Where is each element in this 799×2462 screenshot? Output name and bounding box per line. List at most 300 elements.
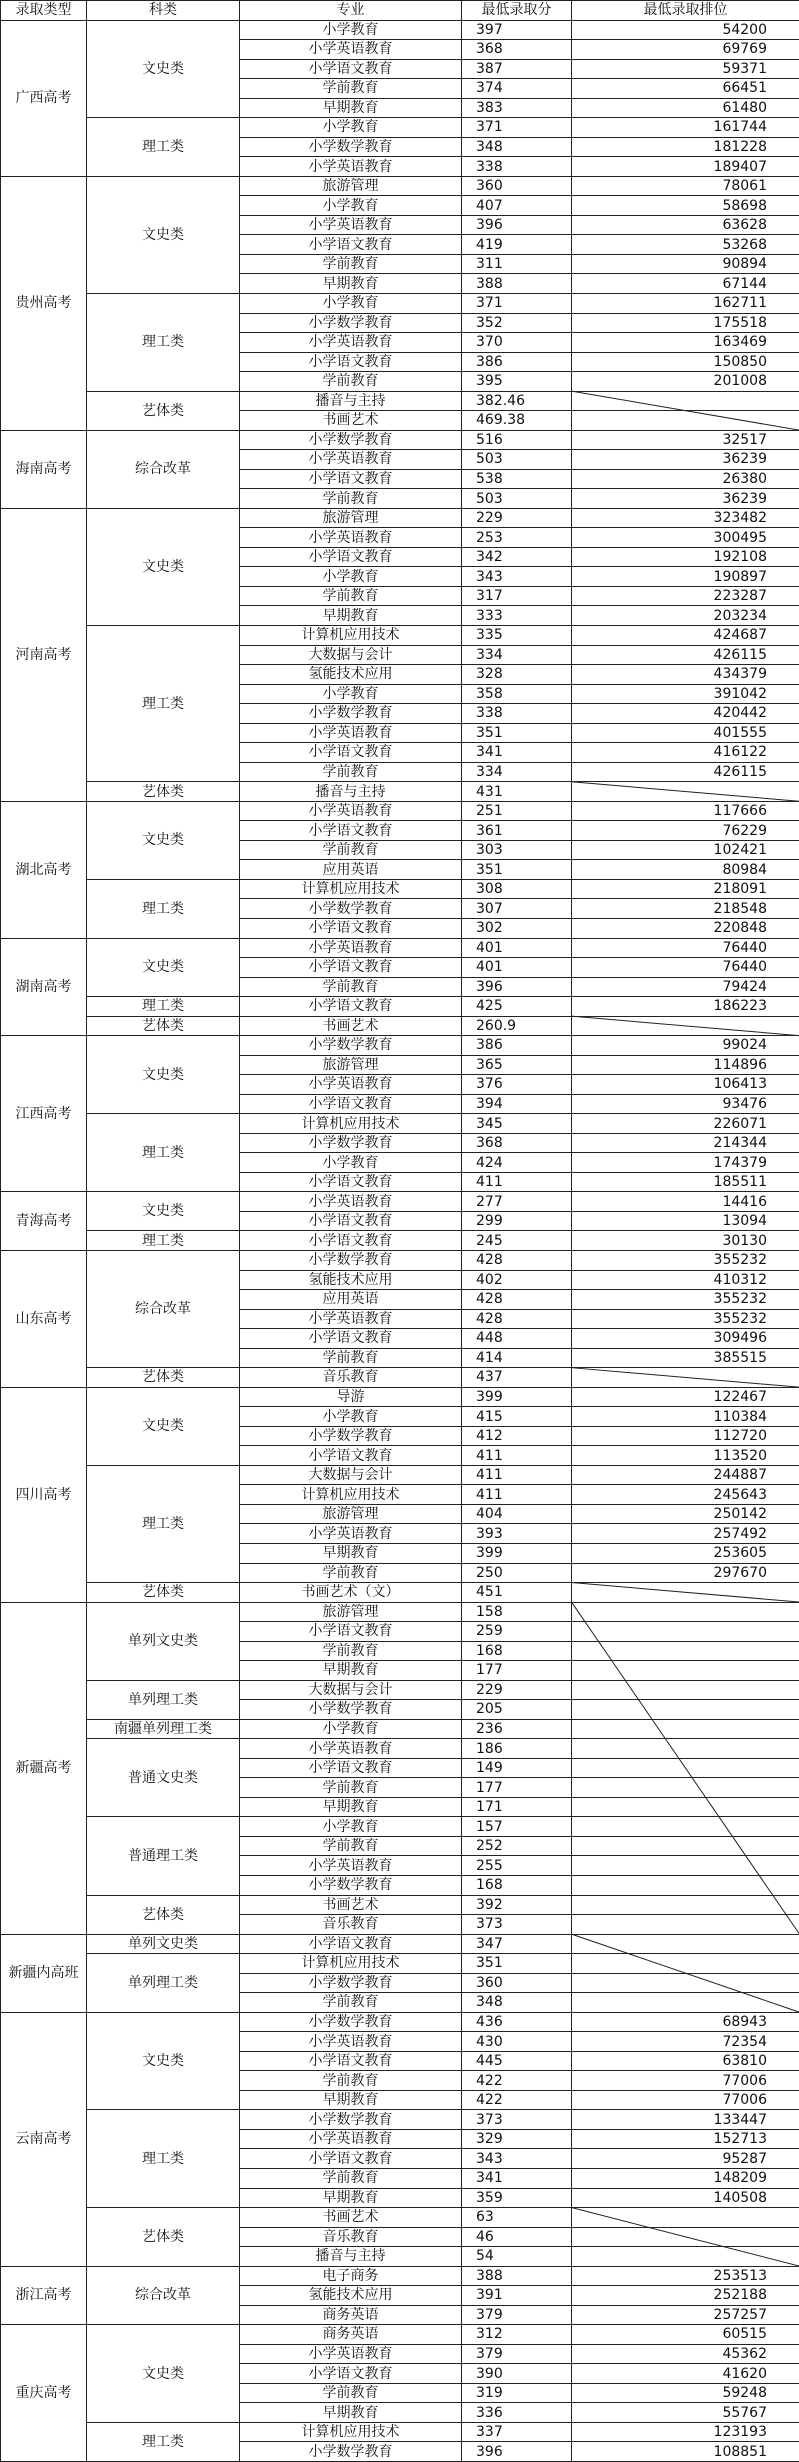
major-cell: 计算机应用技术 bbox=[240, 1954, 462, 1974]
min-rank-cell: 36239 bbox=[572, 489, 799, 509]
min-score-cell: 371 bbox=[462, 293, 572, 313]
min-score-cell: 338 bbox=[462, 157, 572, 177]
table-row bbox=[1, 997, 799, 1017]
major-cell: 商务英语 bbox=[240, 2305, 462, 2325]
major-cell: 早期教育 bbox=[240, 2403, 462, 2423]
major-cell: 小学英语教育 bbox=[240, 40, 462, 60]
min-rank-cell: 59248 bbox=[572, 2383, 799, 2403]
subject-category-cell: 文史类 bbox=[87, 1387, 240, 1465]
min-rank-cell: 68943 bbox=[572, 2012, 799, 2032]
min-rank-cell: 161744 bbox=[572, 118, 799, 138]
major-cell: 小学教育 bbox=[240, 1407, 462, 1427]
min-rank-cell: 214344 bbox=[572, 1133, 799, 1153]
min-rank-cell bbox=[572, 1973, 799, 1993]
min-rank-cell: 45362 bbox=[572, 2344, 799, 2364]
min-score-cell: 382.46 bbox=[462, 391, 572, 411]
min-rank-cell: 297670 bbox=[572, 1563, 799, 1583]
major-cell: 播音与主持 bbox=[240, 782, 462, 802]
table-row bbox=[1, 2266, 799, 2286]
major-cell: 小学数学教育 bbox=[240, 1700, 462, 1720]
min-score-cell: 422 bbox=[462, 2071, 572, 2091]
min-score-cell: 386 bbox=[462, 352, 572, 372]
min-rank-cell bbox=[572, 1602, 799, 1622]
table-row bbox=[1, 1251, 799, 1271]
subject-category-cell: 理工类 bbox=[87, 626, 240, 782]
min-rank-cell: 60515 bbox=[572, 2325, 799, 2345]
subject-category-cell: 艺体类 bbox=[87, 1368, 240, 1388]
min-rank-cell: 32517 bbox=[572, 430, 799, 450]
table-row bbox=[1, 20, 799, 40]
min-score-cell: 407 bbox=[462, 196, 572, 216]
min-score-cell: 341 bbox=[462, 743, 572, 763]
subject-category-cell: 文史类 bbox=[87, 1036, 240, 1114]
major-cell: 学前教育 bbox=[240, 977, 462, 997]
min-rank-cell: 114896 bbox=[572, 1055, 799, 1075]
major-cell: 小学数学教育 bbox=[240, 1876, 462, 1896]
major-cell: 小学教育 bbox=[240, 1719, 462, 1739]
min-rank-cell: 257257 bbox=[572, 2305, 799, 2325]
min-score-cell: 401 bbox=[462, 938, 572, 958]
min-score-cell: 319 bbox=[462, 2383, 572, 2403]
table-body bbox=[1, 20, 799, 2461]
min-score-cell: 337 bbox=[462, 2422, 572, 2442]
min-rank-cell: 391042 bbox=[572, 684, 799, 704]
min-score-cell: 334 bbox=[462, 645, 572, 665]
min-rank-cell: 36239 bbox=[572, 450, 799, 470]
min-score-cell: 335 bbox=[462, 626, 572, 646]
table-row bbox=[1, 1719, 799, 1739]
major-cell: 早期教育 bbox=[240, 606, 462, 626]
min-rank-cell bbox=[572, 1993, 799, 2013]
min-score-cell: 328 bbox=[462, 665, 572, 685]
min-rank-cell: 190897 bbox=[572, 567, 799, 587]
min-score-cell: 428 bbox=[462, 1290, 572, 1310]
major-cell: 小学教育 bbox=[240, 567, 462, 587]
subject-category-cell: 理工类 bbox=[87, 1114, 240, 1192]
min-score-cell: 411 bbox=[462, 1485, 572, 1505]
min-rank-cell: 26380 bbox=[572, 469, 799, 489]
admission-type-cell: 广西高考 bbox=[1, 20, 87, 176]
min-rank-cell: 244887 bbox=[572, 1465, 799, 1485]
min-rank-cell: 59371 bbox=[572, 59, 799, 79]
subject-category-cell: 理工类 bbox=[87, 1465, 240, 1582]
subject-category-cell: 文史类 bbox=[87, 508, 240, 625]
min-score-cell: 359 bbox=[462, 2188, 572, 2208]
min-rank-cell: 416122 bbox=[572, 743, 799, 763]
table-row bbox=[1, 1680, 799, 1700]
min-score-cell: 393 bbox=[462, 1524, 572, 1544]
major-cell: 音乐教育 bbox=[240, 1915, 462, 1935]
major-cell: 小学英语教育 bbox=[240, 528, 462, 548]
table-row bbox=[1, 801, 799, 821]
min-score-cell: 374 bbox=[462, 79, 572, 99]
major-cell: 小学教育 bbox=[240, 20, 462, 40]
min-rank-cell: 55767 bbox=[572, 2403, 799, 2423]
admission-type-cell: 四川高考 bbox=[1, 1387, 87, 1602]
major-cell: 大数据与会计 bbox=[240, 1465, 462, 1485]
min-rank-cell bbox=[572, 1661, 799, 1681]
min-rank-cell: 58698 bbox=[572, 196, 799, 216]
min-rank-cell: 77006 bbox=[572, 2090, 799, 2110]
major-cell: 小学英语教育 bbox=[240, 938, 462, 958]
min-score-cell: 347 bbox=[462, 1934, 572, 1954]
header-major: 专业 bbox=[240, 1, 462, 21]
major-cell: 旅游管理 bbox=[240, 176, 462, 196]
major-cell: 早期教育 bbox=[240, 1661, 462, 1681]
min-score-cell: 259 bbox=[462, 1622, 572, 1642]
major-cell: 小学教育 bbox=[240, 1153, 462, 1173]
major-cell: 小学英语教育 bbox=[240, 1309, 462, 1329]
min-rank-cell: 63810 bbox=[572, 2051, 799, 2071]
major-cell: 小学英语教育 bbox=[240, 1856, 462, 1876]
min-rank-cell: 78061 bbox=[572, 176, 799, 196]
major-cell: 导游 bbox=[240, 1387, 462, 1407]
min-rank-cell bbox=[572, 1876, 799, 1896]
subject-category-cell: 文史类 bbox=[87, 2325, 240, 2423]
min-rank-cell: 220848 bbox=[572, 918, 799, 938]
min-rank-cell: 385515 bbox=[572, 1348, 799, 1368]
min-score-cell: 368 bbox=[462, 1133, 572, 1153]
major-cell: 学前教育 bbox=[240, 254, 462, 274]
min-score-cell: 149 bbox=[462, 1758, 572, 1778]
min-rank-cell: 218548 bbox=[572, 899, 799, 919]
table-row bbox=[1, 1231, 799, 1251]
major-cell: 音乐教育 bbox=[240, 1368, 462, 1388]
min-rank-cell: 163469 bbox=[572, 333, 799, 353]
admission-type-cell: 重庆高考 bbox=[1, 2325, 87, 2462]
major-cell: 小学数学教育 bbox=[240, 2012, 462, 2032]
major-cell: 小学语文教育 bbox=[240, 2051, 462, 2071]
min-rank-cell: 201008 bbox=[572, 372, 799, 392]
admission-type-cell: 贵州高考 bbox=[1, 176, 87, 430]
major-cell: 计算机应用技术 bbox=[240, 879, 462, 899]
min-score-cell: 404 bbox=[462, 1504, 572, 1524]
major-cell: 学前教育 bbox=[240, 2071, 462, 2091]
min-rank-cell: 76440 bbox=[572, 958, 799, 978]
min-rank-cell: 218091 bbox=[572, 879, 799, 899]
subject-category-cell: 理工类 bbox=[87, 997, 240, 1017]
admission-type-cell: 湖北高考 bbox=[1, 801, 87, 938]
min-rank-cell bbox=[572, 782, 799, 802]
subject-category-cell: 单列文史类 bbox=[87, 1602, 240, 1680]
min-score-cell: 352 bbox=[462, 313, 572, 333]
min-score-cell: 428 bbox=[462, 1309, 572, 1329]
min-rank-cell: 108851 bbox=[572, 2442, 799, 2462]
min-rank-cell: 250142 bbox=[572, 1504, 799, 1524]
min-score-cell: 422 bbox=[462, 2090, 572, 2110]
min-score-cell: 333 bbox=[462, 606, 572, 626]
table-row bbox=[1, 391, 799, 411]
admission-type-cell: 浙江高考 bbox=[1, 2266, 87, 2325]
min-score-cell: 395 bbox=[462, 372, 572, 392]
min-score-cell: 351 bbox=[462, 1954, 572, 1974]
min-rank-cell bbox=[572, 1934, 799, 1954]
min-rank-cell: 79424 bbox=[572, 977, 799, 997]
min-rank-cell: 80984 bbox=[572, 860, 799, 880]
min-rank-cell: 192108 bbox=[572, 547, 799, 567]
min-score-cell: 342 bbox=[462, 547, 572, 567]
min-rank-cell bbox=[572, 1817, 799, 1837]
major-cell: 小学教育 bbox=[240, 118, 462, 138]
min-rank-cell: 63628 bbox=[572, 215, 799, 235]
major-cell: 小学语文教育 bbox=[240, 547, 462, 567]
min-score-cell: 448 bbox=[462, 1329, 572, 1349]
major-cell: 小学语文教育 bbox=[240, 918, 462, 938]
major-cell: 小学语文教育 bbox=[240, 1446, 462, 1466]
major-cell: 小学英语教育 bbox=[240, 215, 462, 235]
min-rank-cell bbox=[572, 1778, 799, 1798]
major-cell: 小学语文教育 bbox=[240, 1094, 462, 1114]
major-cell: 小学英语教育 bbox=[240, 1524, 462, 1544]
major-cell: 小学数学教育 bbox=[240, 1426, 462, 1446]
min-rank-cell: 152713 bbox=[572, 2129, 799, 2149]
min-rank-cell: 223287 bbox=[572, 586, 799, 606]
min-score-cell: 399 bbox=[462, 1543, 572, 1563]
major-cell: 小学数学教育 bbox=[240, 899, 462, 919]
admission-type-cell: 山东高考 bbox=[1, 1251, 87, 1388]
min-score-cell: 392 bbox=[462, 1895, 572, 1915]
major-cell: 计算机应用技术 bbox=[240, 626, 462, 646]
min-score-cell: 370 bbox=[462, 333, 572, 353]
min-rank-cell: 110384 bbox=[572, 1407, 799, 1427]
major-cell: 商务英语 bbox=[240, 2325, 462, 2345]
min-score-cell: 419 bbox=[462, 235, 572, 255]
major-cell: 旅游管理 bbox=[240, 508, 462, 528]
min-rank-cell: 410312 bbox=[572, 1270, 799, 1290]
min-score-cell: 358 bbox=[462, 684, 572, 704]
major-cell: 小学英语教育 bbox=[240, 1739, 462, 1759]
major-cell: 小学数学教育 bbox=[240, 1973, 462, 1993]
min-rank-cell bbox=[572, 1954, 799, 1974]
min-score-cell: 411 bbox=[462, 1465, 572, 1485]
min-rank-cell: 61480 bbox=[572, 98, 799, 118]
min-rank-cell: 72354 bbox=[572, 2032, 799, 2052]
min-score-cell: 431 bbox=[462, 782, 572, 802]
min-rank-cell: 133447 bbox=[572, 2110, 799, 2130]
major-cell: 小学英语教育 bbox=[240, 2129, 462, 2149]
min-score-cell: 412 bbox=[462, 1426, 572, 1446]
major-cell: 小学语文教育 bbox=[240, 2364, 462, 2384]
major-cell: 小学语文教育 bbox=[240, 821, 462, 841]
admission-type-cell: 云南高考 bbox=[1, 2012, 87, 2266]
subject-category-cell: 综合改革 bbox=[87, 430, 240, 508]
min-rank-cell: 185511 bbox=[572, 1172, 799, 1192]
admission-type-cell: 江西高考 bbox=[1, 1036, 87, 1192]
table-row bbox=[1, 1934, 799, 1954]
major-cell: 小学语文教育 bbox=[240, 958, 462, 978]
min-rank-cell: 426115 bbox=[572, 645, 799, 665]
min-score-cell: 360 bbox=[462, 176, 572, 196]
min-rank-cell bbox=[572, 1700, 799, 1720]
min-score-cell: 302 bbox=[462, 918, 572, 938]
major-cell: 电子商务 bbox=[240, 2266, 462, 2286]
min-rank-cell bbox=[572, 1680, 799, 1700]
admission-type-cell: 新疆内高班 bbox=[1, 1934, 87, 2012]
min-score-cell: 365 bbox=[462, 1055, 572, 1075]
min-rank-cell: 253605 bbox=[572, 1543, 799, 1563]
min-rank-cell: 77006 bbox=[572, 2071, 799, 2091]
min-rank-cell: 99024 bbox=[572, 1036, 799, 1056]
subject-category-cell: 艺体类 bbox=[87, 1583, 240, 1603]
min-score-cell: 351 bbox=[462, 860, 572, 880]
min-score-cell: 388 bbox=[462, 274, 572, 294]
subject-category-cell: 普通理工类 bbox=[87, 1817, 240, 1895]
major-cell: 书画艺术 bbox=[240, 2208, 462, 2228]
major-cell: 小学语文教育 bbox=[240, 1758, 462, 1778]
major-cell: 小学语文教育 bbox=[240, 235, 462, 255]
min-score-cell: 157 bbox=[462, 1817, 572, 1837]
min-rank-cell bbox=[572, 1641, 799, 1661]
table-row bbox=[1, 508, 799, 528]
min-score-cell: 503 bbox=[462, 450, 572, 470]
admission-type-cell: 湖南高考 bbox=[1, 938, 87, 1036]
major-cell: 小学数学教育 bbox=[240, 430, 462, 450]
min-rank-cell: 67144 bbox=[572, 274, 799, 294]
major-cell: 学前教育 bbox=[240, 372, 462, 392]
min-score-cell: 245 bbox=[462, 1231, 572, 1251]
min-score-cell: 383 bbox=[462, 98, 572, 118]
major-cell: 学前教育 bbox=[240, 79, 462, 99]
header-row bbox=[1, 1, 799, 21]
min-score-cell: 171 bbox=[462, 1797, 572, 1817]
min-rank-cell: 14416 bbox=[572, 1192, 799, 1212]
min-score-cell: 252 bbox=[462, 1836, 572, 1856]
major-cell: 旅游管理 bbox=[240, 1504, 462, 1524]
major-cell: 计算机应用技术 bbox=[240, 1485, 462, 1505]
admission-type-cell: 河南高考 bbox=[1, 508, 87, 801]
min-rank-cell: 186223 bbox=[572, 997, 799, 1017]
table-row bbox=[1, 938, 799, 958]
subject-category-cell: 理工类 bbox=[87, 2422, 240, 2461]
table-row bbox=[1, 782, 799, 802]
subject-category-cell: 理工类 bbox=[87, 118, 240, 177]
major-cell: 学前教育 bbox=[240, 2168, 462, 2188]
major-cell: 应用英语 bbox=[240, 1290, 462, 1310]
min-score-cell: 445 bbox=[462, 2051, 572, 2071]
subject-category-cell: 单列文史类 bbox=[87, 1934, 240, 1954]
min-rank-cell: 189407 bbox=[572, 157, 799, 177]
table-row bbox=[1, 1817, 799, 1837]
major-cell: 书画艺术 bbox=[240, 411, 462, 431]
min-rank-cell bbox=[572, 1016, 799, 1036]
min-score-cell: 436 bbox=[462, 2012, 572, 2032]
min-score-cell: 253 bbox=[462, 528, 572, 548]
table-row bbox=[1, 1895, 799, 1915]
min-score-cell: 430 bbox=[462, 2032, 572, 2052]
min-score-cell: 343 bbox=[462, 567, 572, 587]
major-cell: 早期教育 bbox=[240, 2090, 462, 2110]
major-cell: 学前教育 bbox=[240, 586, 462, 606]
min-rank-cell: 13094 bbox=[572, 1211, 799, 1231]
major-cell: 学前教育 bbox=[240, 1348, 462, 1368]
min-score-cell: 336 bbox=[462, 2403, 572, 2423]
major-cell: 小学数学教育 bbox=[240, 2442, 462, 2462]
min-score-cell: 250 bbox=[462, 1563, 572, 1583]
min-score-cell: 158 bbox=[462, 1602, 572, 1622]
major-cell: 小学英语教育 bbox=[240, 723, 462, 743]
table-row bbox=[1, 118, 799, 138]
min-score-cell: 186 bbox=[462, 1739, 572, 1759]
min-score-cell: 343 bbox=[462, 2149, 572, 2169]
major-cell: 大数据与会计 bbox=[240, 645, 462, 665]
min-score-cell: 277 bbox=[462, 1192, 572, 1212]
major-cell: 早期教育 bbox=[240, 274, 462, 294]
min-score-cell: 345 bbox=[462, 1114, 572, 1134]
min-score-cell: 387 bbox=[462, 59, 572, 79]
min-rank-cell: 53268 bbox=[572, 235, 799, 255]
min-rank-cell: 93476 bbox=[572, 1094, 799, 1114]
min-score-cell: 168 bbox=[462, 1876, 572, 1896]
min-rank-cell: 106413 bbox=[572, 1075, 799, 1095]
header-admission-type: 录取类型 bbox=[1, 1, 87, 21]
major-cell: 小学英语教育 bbox=[240, 333, 462, 353]
min-score-cell: 177 bbox=[462, 1661, 572, 1681]
min-score-cell: 348 bbox=[462, 137, 572, 157]
min-rank-cell: 401555 bbox=[572, 723, 799, 743]
min-rank-cell: 69769 bbox=[572, 40, 799, 60]
major-cell: 小学语文教育 bbox=[240, 1622, 462, 1642]
min-score-cell: 373 bbox=[462, 1915, 572, 1935]
major-cell: 小学语文教育 bbox=[240, 997, 462, 1017]
min-rank-cell: 102421 bbox=[572, 840, 799, 860]
min-rank-cell bbox=[572, 1583, 799, 1603]
major-cell: 小学英语教育 bbox=[240, 801, 462, 821]
subject-category-cell: 文史类 bbox=[87, 2012, 240, 2110]
subject-category-cell: 艺体类 bbox=[87, 2208, 240, 2267]
min-rank-cell: 41620 bbox=[572, 2364, 799, 2384]
subject-category-cell: 综合改革 bbox=[87, 1251, 240, 1368]
min-score-cell: 424 bbox=[462, 1153, 572, 1173]
min-score-cell: 351 bbox=[462, 723, 572, 743]
min-rank-cell: 54200 bbox=[572, 20, 799, 40]
major-cell: 小学英语教育 bbox=[240, 2344, 462, 2364]
major-cell: 早期教育 bbox=[240, 98, 462, 118]
major-cell: 学前教育 bbox=[240, 1836, 462, 1856]
min-rank-cell bbox=[572, 2208, 799, 2228]
min-score-cell: 516 bbox=[462, 430, 572, 450]
major-cell: 小学语文教育 bbox=[240, 1329, 462, 1349]
min-score-cell: 299 bbox=[462, 1211, 572, 1231]
major-cell: 播音与主持 bbox=[240, 391, 462, 411]
major-cell: 计算机应用技术 bbox=[240, 1114, 462, 1134]
min-score-cell: 229 bbox=[462, 508, 572, 528]
min-rank-cell: 245643 bbox=[572, 1485, 799, 1505]
min-rank-cell: 252188 bbox=[572, 2286, 799, 2306]
major-cell: 播音与主持 bbox=[240, 2247, 462, 2267]
header-min-score: 最低录取分 bbox=[462, 1, 572, 21]
subject-category-cell: 综合改革 bbox=[87, 2266, 240, 2325]
table-row bbox=[1, 879, 799, 899]
major-cell: 旅游管理 bbox=[240, 1602, 462, 1622]
min-score-cell: 394 bbox=[462, 1094, 572, 1114]
table-row bbox=[1, 1739, 799, 1759]
subject-category-cell: 单列理工类 bbox=[87, 1680, 240, 1719]
min-rank-cell bbox=[572, 1719, 799, 1739]
min-score-cell: 469.38 bbox=[462, 411, 572, 431]
min-score-cell: 63 bbox=[462, 2208, 572, 2228]
min-rank-cell: 95287 bbox=[572, 2149, 799, 2169]
major-cell: 小学英语教育 bbox=[240, 1192, 462, 1212]
min-rank-cell: 181228 bbox=[572, 137, 799, 157]
subject-category-cell: 文史类 bbox=[87, 801, 240, 879]
major-cell: 小学语文教育 bbox=[240, 1211, 462, 1231]
subject-category-cell: 文史类 bbox=[87, 1192, 240, 1231]
min-rank-cell: 257492 bbox=[572, 1524, 799, 1544]
major-cell: 应用英语 bbox=[240, 860, 462, 880]
min-score-cell: 397 bbox=[462, 20, 572, 40]
min-score-cell: 317 bbox=[462, 586, 572, 606]
min-score-cell: 379 bbox=[462, 2344, 572, 2364]
